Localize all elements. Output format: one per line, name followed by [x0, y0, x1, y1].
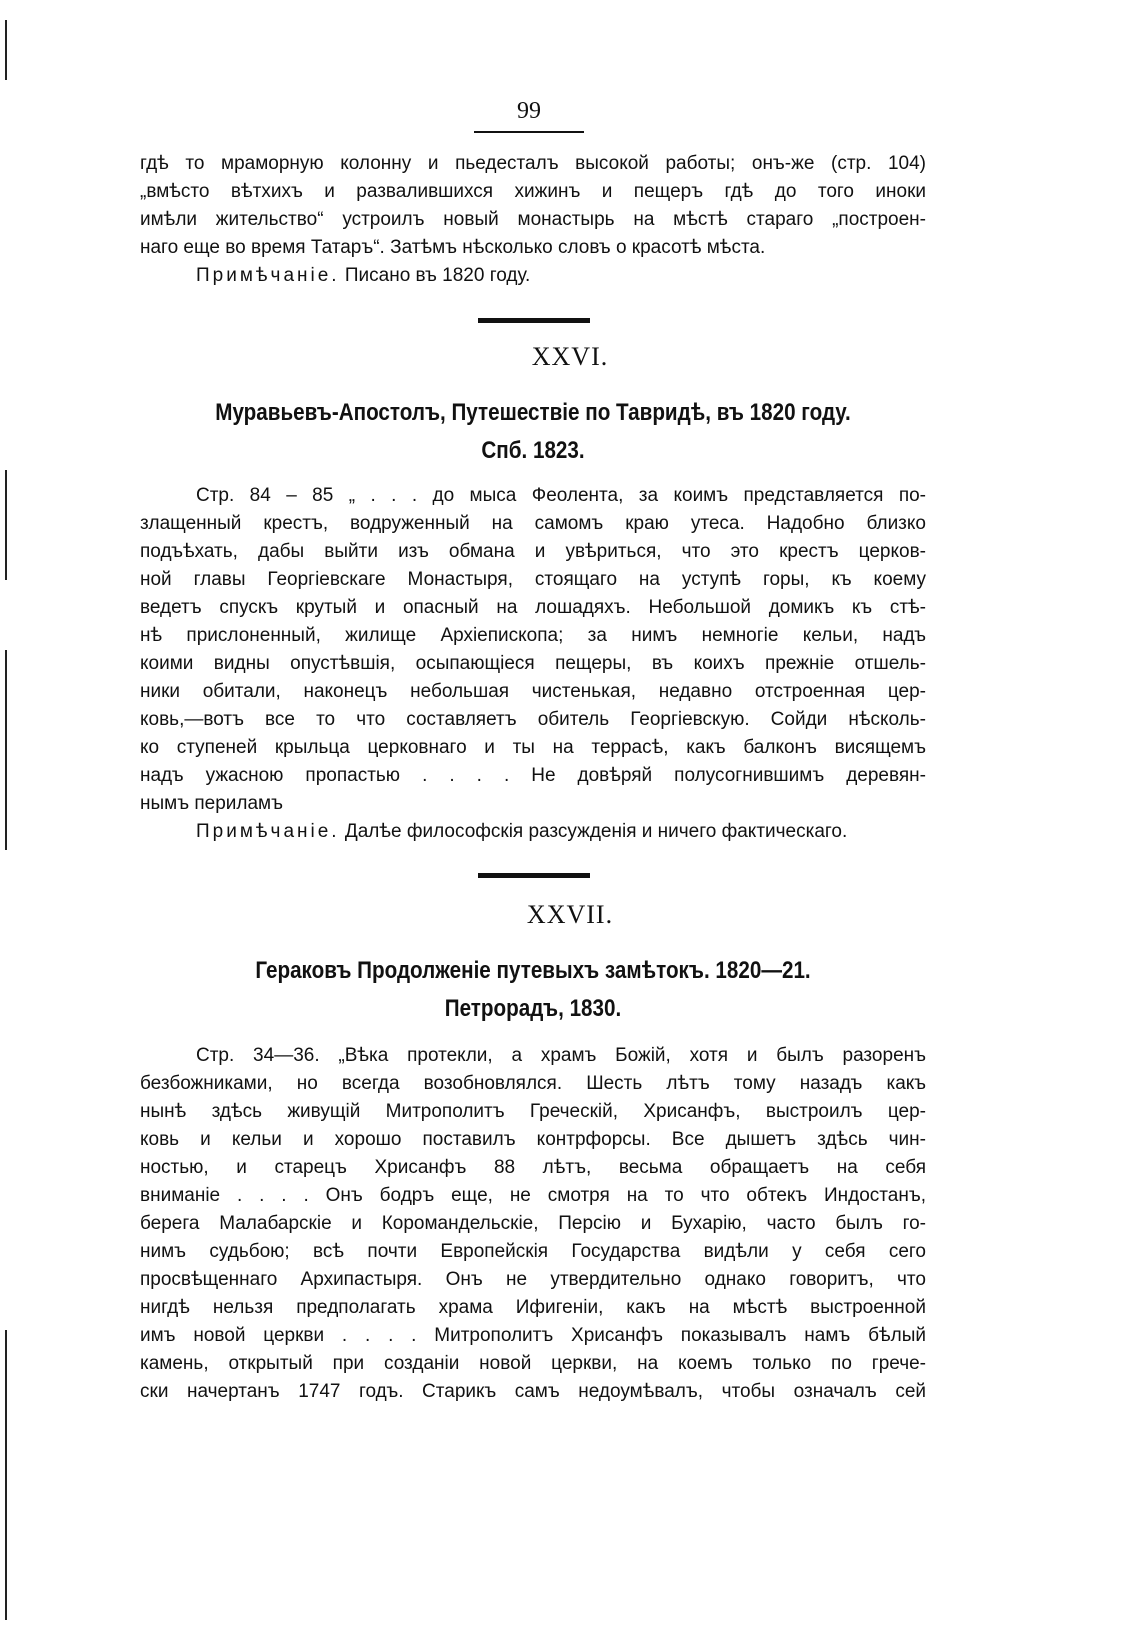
- section-number: XXVII.: [526, 900, 614, 929]
- text-line: имѣли жительство“ устроилъ новый монастырь на мѣстѣ стараго „построен-: [140, 209, 926, 230]
- note-text: Далѣе философскія разсужденія и ничего фактическаго.: [344, 821, 848, 842]
- text-line: нимъ судьбою; всѣ почти Европейскія Государства видѣли у себя сего: [140, 1241, 926, 1262]
- text-line: ной главы Георгіевскаге Монастыря, стоящаго на уступѣ горы, къ коему: [140, 569, 926, 590]
- continuation-note: [196, 262, 530, 290]
- note-label: Примѣчаніе.: [196, 265, 340, 286]
- text-line: нымъ периламъ: [140, 793, 283, 814]
- note-label: Примѣчаніе.: [196, 821, 340, 842]
- text-line: нѣ прислоненный, жилище Архіепископа; за нимъ немногіе кельи, надъ: [140, 625, 926, 646]
- section-title: [195, 952, 871, 1028]
- title-line: Петрорадъ, 1830.: [444, 995, 622, 1022]
- text-line: ковь и кельи и хорошо поставилъ контрфорсы. Все дышетъ здѣсь чин-: [140, 1129, 926, 1150]
- text-line: вниманіе . . . . Онъ бодръ еще, не смотря на то что обтекъ Индостанъ,: [140, 1185, 926, 1206]
- text-line: просвѣщеннаго Архипастыря. Онъ не утвердительно однако говоритъ, что: [140, 1269, 926, 1290]
- scan-edge-mark: [5, 20, 7, 80]
- text-line: ко ступеней крыльца церковнаго и ты на террасѣ, какъ балконъ висящемъ: [140, 737, 926, 758]
- text-line: наго еще во время Татаръ“. Затѣмъ нѣсколько словъ о красотѣ мѣста.: [140, 237, 766, 258]
- section27-paragraph: [140, 1042, 926, 1406]
- text-line: имъ новой церкви . . . . Митрополитъ Хрисанфъ показывалъ намъ бѣлый: [140, 1325, 926, 1346]
- text-line: безбожниками, но всегда возобновлялся. Шесть лѣтъ тому назадъ какъ: [140, 1073, 926, 1094]
- text-line: камень, открытый при созданіи новой церкви, на коемъ только по грече-: [140, 1353, 926, 1374]
- scan-edge-mark: [5, 650, 7, 850]
- continuation-paragraph: [140, 150, 926, 262]
- title-line: Спб. 1823.: [481, 437, 585, 464]
- text-line: ностью, и старецъ Хрисанфъ 88 лѣтъ, весьма обращаетъ на себя: [140, 1157, 926, 1178]
- text-line: ведетъ спускъ крутый и опасный на лошадяхъ. Небольшой домикъ къ стѣ-: [140, 597, 926, 618]
- text-line: ковь,—вотъ все то что составляетъ обитель Георгіевскую. Сойди нѣсколь-: [140, 709, 926, 730]
- section-separator: [478, 318, 590, 323]
- text-line: ники обитали, наконецъ небольшая чистенькая, недавно отстроенная цер-: [140, 681, 926, 702]
- section-number: XXVI.: [531, 342, 609, 371]
- section-separator: [478, 873, 590, 878]
- text-line: Стр. 34—36. „Вѣка протекли, а храмъ Божій, хотя и былъ разоренъ: [196, 1045, 926, 1066]
- text-line: „вмѣсто вѣтхихъ и развалившихся хижинъ и пещеръ гдѣ до того иноки: [140, 181, 926, 202]
- note-text: Писано въ 1820 году.: [344, 265, 531, 286]
- text-line: нынѣ здѣсь живущій Митрополитъ Греческій, Хрисанфъ, выстроилъ цер-: [140, 1101, 926, 1122]
- text-line: подъѣхать, дабы выйти изъ обмана и увѣриться, что это крестъ церков-: [140, 541, 926, 562]
- text-line: гдѣ то мраморную колонну и пьедесталъ высокой работы; онъ-же (стр. 104): [140, 153, 926, 174]
- scan-edge-mark: [5, 470, 7, 580]
- page-number: 99: [517, 98, 541, 124]
- page-number-rule: [474, 131, 584, 133]
- title-line: Гераковъ Продолженіе путевыхъ замѣтокъ. 1820—21.: [255, 957, 811, 984]
- text-line: ски начертанъ 1747 годъ. Старикъ самъ недоумѣвалъ, чтобы означалъ сей: [140, 1381, 926, 1402]
- text-line: берега Малабарскіе и Коромандельскіе, Персію и Бухарію, часто былъ го-: [140, 1213, 926, 1234]
- section26-note: [196, 818, 847, 846]
- text-line: нигдѣ нельзя предполагать храма Ифигеніи, какъ на мѣстѣ выстроенной: [140, 1297, 926, 1318]
- section-title: [195, 394, 871, 470]
- text-line: Стр. 84 – 85 „ . . . до мыса Феолента, за коимъ представляется по-: [196, 485, 926, 506]
- text-line: надъ ужасною пропастью . . . . Не довѣряй полусогнившимъ деревян-: [140, 765, 926, 786]
- text-line: злащенный крестъ, водруженный на самомъ краю утеса. Надобно близко: [140, 513, 926, 534]
- scan-edge-mark: [5, 1330, 7, 1620]
- section26-paragraph: [140, 482, 926, 818]
- title-line: Муравьевъ-Апостолъ, Путешествіе по Тавридѣ, въ 1820 году.: [215, 399, 851, 426]
- text-line: коими видны опустѣвшія, осыпающіеся пещеры, въ коихъ прежніе отшель-: [140, 653, 926, 674]
